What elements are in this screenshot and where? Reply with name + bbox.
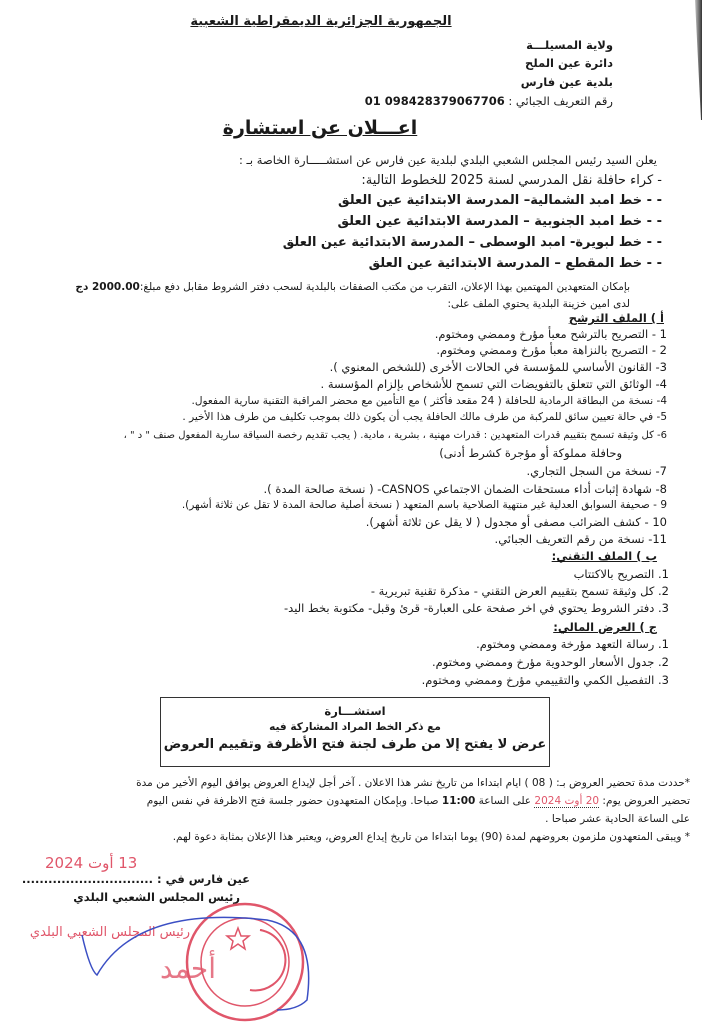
section-a-title: أ ) الملف الترشح [568, 311, 664, 325]
section-a-item: 8- شهادة إثبات أداء مستحقات الضمان الاجتماعي CASNOS- ( نسخة صالحة المدة ). [263, 482, 667, 496]
seal-icon [29, 900, 360, 1024]
stamp-text: رئيس المجلس الشعبي البلدي [29, 925, 191, 940]
route-4: - - خط المقطع – المدرسة الابتدائية عين العلق [368, 256, 662, 271]
commune: بلدية عين فارس [520, 75, 613, 89]
deadline-line-1: *حددت مدة تحضير العروض بـ: ( 08 ) ايام ابتداءا من تاريخ نشر هذا الاعلان . آخر أجل لإيداع العروض يوافق اليوم الأخير من مدة [136, 777, 690, 789]
intro-text: يعلن السيد رئيس المجلس الشعبي البلدي لبلدية عين فارس عن استشـــــارة الخاصة بـ : [239, 153, 657, 167]
signing-place: عين فارس في : .............................. [21, 872, 250, 886]
section-b-item: 3. دفتر الشروط يحتوي في اخر صفحة على العبارة- قرئ وقبل- مكتوبة بخط اليد- [284, 601, 669, 615]
section-c-item: 3. التفصيل الكمي والتقييمي مؤرخ وممضي ومختوم. [421, 673, 669, 687]
envelope-line-2: مع ذكر الخط المراد المشاركة فيه [269, 721, 441, 733]
route-2: - - خط امبد الجنوبية – المدرسة الابتدائية عين العلق [337, 214, 662, 229]
subject: - كراء حافلة نقل المدرسي لسنة 2025 للخطوط التالية: [361, 173, 662, 188]
withdraw-text-body: بإمكان المتعهدين المهتمين بهذا الإعلان، التقرب من مكتب الصفقات بالبلدية لسحب دفتر الشروط مقابل دفع مبلغ: [139, 281, 630, 293]
section-a-item: 5- في حالة تعيين سائق للمركبة من طرف مالك الحافلة يجب أن يكون ذلك بموجب تكليف من طرف هذا الأخير . [182, 411, 667, 423]
section-b-item: 1. التصريح بالاكتتاب [573, 567, 669, 581]
page-title: اعـــلان عن استشارة [222, 117, 418, 139]
deadline-label: تحضير العروض يوم: [599, 795, 690, 807]
section-a-item: 3- القانون الأساسي للمؤسسة في الحالات الأخرى (للشخص المعنوي ). [329, 360, 667, 374]
daira: دائرة عين الملح [525, 56, 613, 70]
section-c-title: ج ) العرض المالي: [553, 620, 657, 634]
deadline-line-4: * ويبقى المتعهدون ملزمون بعروضهم لمدة (90) يوما ابتداءا من تاريخ إيداع العروض، ويعتبر هذا الإعلان بمثابة دعوة لهم. [172, 831, 690, 843]
deadline-time-label: على الساعة [475, 795, 535, 807]
section-a-item: 4- الوثائق التي تتعلق بالتفويضات التي تسمح للأشخاص بإلزام المؤسسة . [320, 377, 667, 391]
tax-id [365, 93, 613, 109]
section-a-item: 1 - التصريح بالترشح معبأ مؤرخ وممضي ومختوم. [434, 327, 667, 341]
envelope-label-box [160, 697, 550, 767]
republic-header: الجمهورية الجزائرية الديمقراطية الشعبية [190, 14, 452, 29]
wilaya: ولاية المسيلـــة [526, 38, 613, 52]
stamp-date: 13 أوت 2024 [45, 854, 138, 872]
withdraw-amount: 2000.00 دج [75, 281, 140, 293]
section-a-item: 10 - كشف الضرائب مصفى أو مجدول ( لا يقل عن ثلاثة أشهر). [365, 515, 667, 529]
signer-title: رئيس المجلس الشعبي البلدي [73, 890, 240, 904]
section-a-item: 7- نسخة من السجل التجاري. [526, 464, 667, 478]
section-a-item: 2 - التصريح بالنزاهة معبأ مؤرخ وممضي ومختوم. [436, 343, 667, 357]
withdraw-text-2: لدى امين خزينة البلدية يحتوي الملف على: [447, 298, 630, 310]
envelope-line-3: عرض لا يفتح إلا من طرف لجنة فتح الأظرفة وتقييم العروض [163, 737, 547, 752]
section-a-item-continued: وحافلة مملوكة أو مؤجرة كشرط أدنى) [439, 446, 622, 460]
section-a-item: 11- نسخة من رقم التعريف الجبائي. [494, 532, 667, 546]
official-stamp-and-signature [29, 900, 360, 1028]
withdraw-text [75, 279, 630, 295]
deadline-line-3: على الساعة الحادية عشر صباحا . [545, 813, 690, 825]
signature-name: أحمد [160, 952, 216, 985]
section-c-item: 2. جدول الأسعار الوحدوية مؤرخ وممضي ومختوم. [432, 655, 669, 669]
section-b-item: 2. كل وثيقة تسمح بتقييم العرض التقني - مذكرة تقنية تبريرية - [370, 584, 669, 598]
route-3: - - خط لبويرة- امبد الوسطى – المدرسة الابتدائية عين العلق [282, 235, 662, 250]
tax-id-value: 01 098428379067706 [364, 94, 505, 108]
section-a-item: 9 - صحيفة السوابق العدلية غير منتهية الصلاحية باسم المتعهد ( نسخة أصلية صالحة المدة لا تقل عن ثلاثة أشهر). [181, 499, 667, 511]
section-c-item: 1. رسالة التعهد مؤرخة وممضي ومختوم. [476, 637, 669, 651]
tax-id-label: رقم التعريف الجبائي : [508, 94, 613, 108]
deadline-line-2 [147, 793, 690, 809]
section-b-title: ب ) الملف التقني: [551, 549, 657, 563]
envelope-line-1: استشـــارة [324, 704, 386, 718]
deadline-rest: صباحا. وبإمكان المتعهدون حضور جلسة فتح الاظرفة في نفس اليوم [146, 795, 442, 807]
section-a-item: 6- كل وثيقة تسمح بتقييم قدرات المتعهدين : قدرات مهنية ، بشرية ، مادية. ( يجب تقديم رخصة السياقة سارية المفعول صنف " د " ، [123, 430, 667, 441]
route-1: - - خط امبد الشمالية– المدرسة الابتدائية عين العلق [337, 193, 662, 208]
section-a-item: 4- نسخة من البطاقة الرمادية للحافلة ( 24 مقعد فأكثر ) مع التأمين مع محضر المراقبة التقنية سارية المفعول. [191, 395, 667, 407]
deadline-date: 20 أوت 2024 [534, 795, 600, 807]
deadline-time: 11:00 [441, 795, 476, 807]
